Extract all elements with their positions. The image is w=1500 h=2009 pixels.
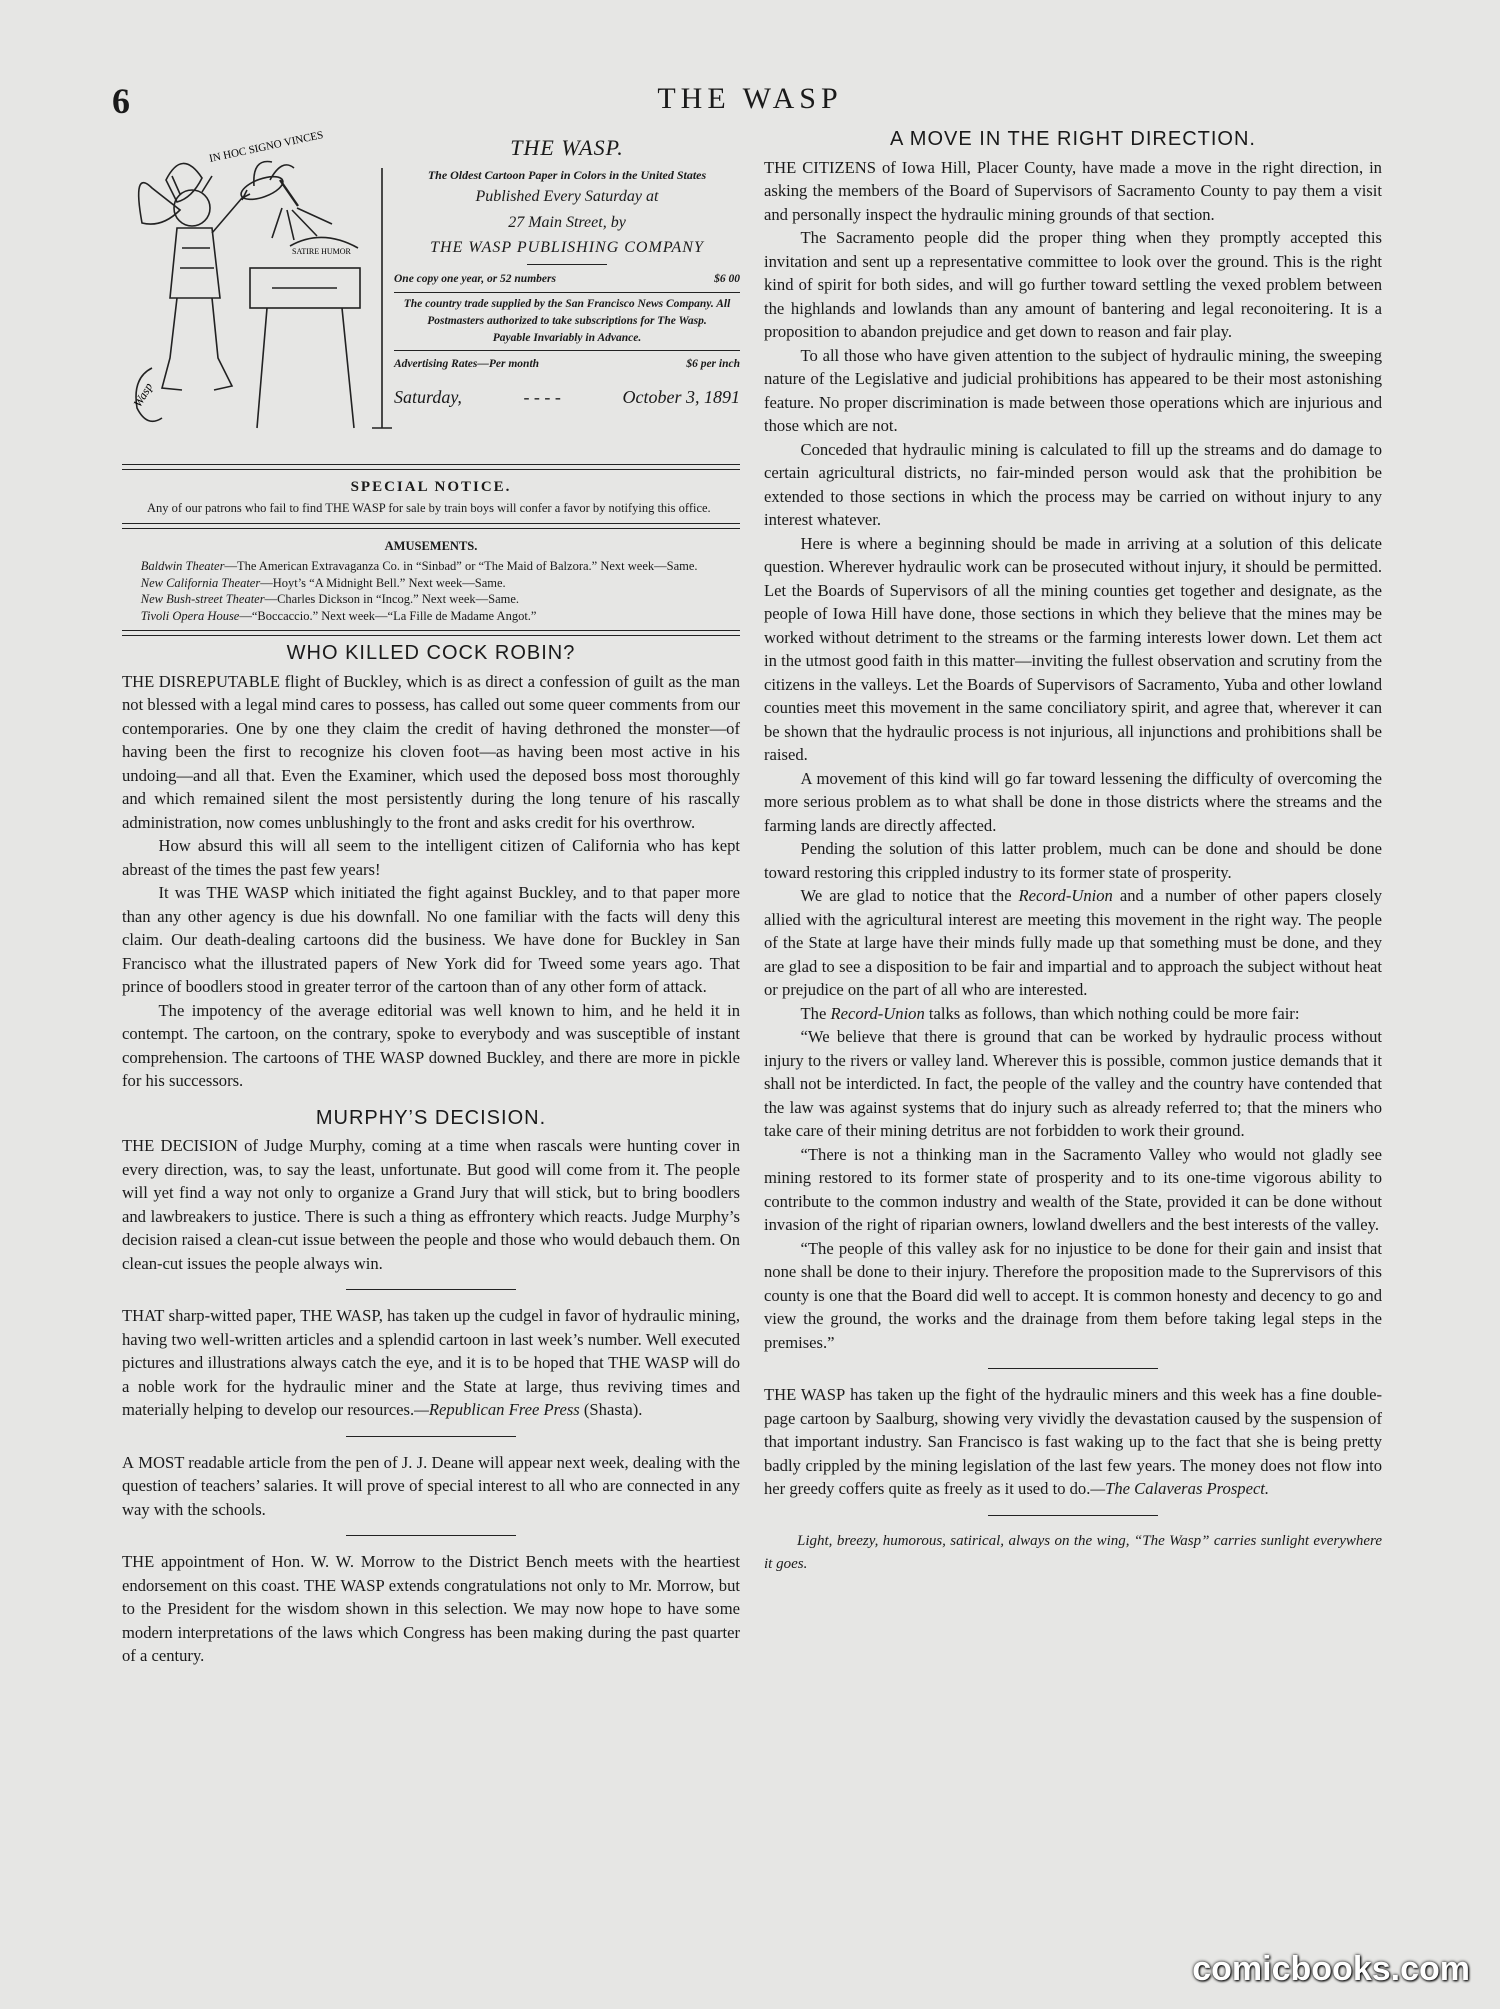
closing-slogan: Light, breezy, humorous, satirical, always on the wing, “The Wasp” carries sunlight everywhere it goes. [764, 1532, 1382, 1572]
address-line: 27 Main Street, by [508, 213, 626, 231]
issue-day: Saturday, [394, 386, 462, 407]
price-value: $6 00 [714, 272, 740, 285]
payable-note: Payable Invariably in Advance. [492, 331, 642, 344]
ad-rates-label: Advertising Rates—Per month [394, 357, 540, 370]
special-notice-heading: SPECIAL NOTICE. [350, 479, 512, 495]
morrow-article: THE appointment of Hon. W. W. Morrow to the District Bench meets with the heartiest endorsement on this coast. THE WASP extends congratulations not only to Mr. Morrow, but to the President for the wisdom shown in this selection. We may now hope to have some modern interpretations of the laws which Congress has been making during the past quarter of a century. [122, 1552, 740, 1665]
page-number: 6 [112, 81, 130, 121]
cock-robin-p3: It was THE WASP which initiated the fight against Buckley, and to that paper more than any other agency is due his downfall. No one familiar with the facts will deny this claim. Our death-dealing cartoons did the business. We have done for Buckley in San Francisco what the illustrated papers of New York did for Tweed some years ago. That prince of boodlers stood in greater terror of the cartoon than of any other form of attack. [122, 883, 740, 996]
price-label: One copy one year, or 52 numbers [394, 272, 556, 285]
wasp-mascot-illustration [122, 128, 392, 446]
section-rule [988, 1515, 1158, 1516]
price-divider [394, 292, 740, 293]
move-p8: We are glad to notice that the Record-Union and a number of other papers closely allied with the agricultural interest are meeting this movement in the right way. The people of the State at large have their minds fully made up that something must be done, and they are glad to see a disposition to be fair and impartial and to approach the subject without heat or prejudice on the part of all who are interested. [764, 886, 1382, 999]
satire-label: SATIRE HUMOR [292, 247, 351, 256]
move-p1: THE CITIZENS of Iowa Hill, Placer County, have made a move in the right direction, in asking the members of the Board of Supervisors of Sacramento County to pay them a visit and personally inspect the hydraulic mining grounds of that section. [764, 157, 1382, 224]
murphy-p1: THE DECISION of Judge Murphy, coming at a time when rascals were hunting cover in every direction, was, to say the least, unfortunate. But good will come from it. The people will yet find a way not only to organize a Grand Jury that will stick, but to bring boodlers and lawbreakers to justice. There is such a thing as effrontery which reacts. Judge Murphy’s decision raised a clean-cut issue between the people and those who would debauch them. On clean-cut issues the people always win. [122, 1136, 741, 1273]
issue-date-row [394, 386, 740, 410]
move-heading: A MOVE IN THE RIGHT DIRECTION. [890, 128, 1256, 150]
price-row [394, 269, 740, 289]
masthead-title: THE WASP. [510, 135, 624, 160]
amusements-rule [122, 630, 740, 636]
masthead [122, 128, 740, 458]
move-p6: A movement of this kind will go far toward lessening the difficulty of overcoming the more serious problem as to what shall be done in those districts where the streams and the farming lands are directly affected. [764, 768, 1382, 835]
cock-robin-p1: THE DISREPUTABLE flight of Buckley, which is as direct a confession of guilt as the man not blessed with a legal mind cares to possess, has called out some queer comments from our contemporaries. One by one they claim the credit of having dethroned the monster—of having been the first to recognize his cloven foot—as having been most active in his undoing—and all that. Even the Examiner, which used the deposed boss most thoroughly and which remained silent the most persistently during the long tenure of his rascally administration, now comes unblushingly to the front and asks credit for his overthrow. [122, 671, 740, 832]
section-rule [346, 1289, 516, 1290]
move-p9: The Record-Union talks as follows, than which nothing could be more fair: [800, 1003, 1300, 1023]
amusement-item: New Bush-street Theater—Charles Dickson in “Incog.” Next week—Same. [140, 592, 520, 606]
watermark: comicbooks.com [1192, 1950, 1470, 1988]
move-p3: To all those who have given attention to the subject of hydraulic mining, the sweeping nature of the Legislative and judicial prohibitions has appeared to be their most astonishing feature. No proper discrimination is made between those operations which are injurious and those which are not. [764, 345, 1382, 435]
amusements-heading: AMUSEMENTS. [384, 538, 478, 553]
wasp-fight-article: THE WASP has taken up the fight of the hydraulic miners and this week has a fine double-page cartoon by Saalburg, showing very vividly the devastation caused by the suspension of that important industry. San Francisco is fast waking up to the fact that she is being pretty badly crippled by the mining legislation of the last few years. The money does not flow into her greedy coffers quite as freely as it used to do.—The Calaveras Prospect. [764, 1385, 1382, 1498]
move-p4: Conceded that hydraulic mining is calculated to fill up the streams and do damage to certain agricultural districts, no fair-minded person would ask that the prohibition be extended to those sections in which the process may be carried on without injury to any interest whatever. [764, 439, 1382, 529]
masthead-info [394, 136, 740, 409]
masthead-rule [122, 464, 740, 470]
special-notice-text: Any of our patrons who fail to find THE WASP for sale by train boys will confer a favor by notifying this office. [147, 500, 711, 515]
section-rule [988, 1368, 1158, 1369]
company-name: THE WASP PUBLISHING COMPANY [430, 238, 704, 256]
amusement-item: Baldwin Theater—The American Extravaganza Co. in “Sinbad” or “The Maid of Balzora.” Next week—Same. [140, 559, 698, 573]
wasp-label: Wasp [130, 380, 156, 410]
amusement-item: Tivoli Opera House—“Boccaccio.” Next week—“La Fille de Madame Angot.” [140, 608, 537, 623]
published-line: Published Every Saturday at [475, 187, 659, 205]
move-p2: The Sacramento people did the proper thing when they promptly accepted this invitation and sent up a representative committee to look over the ground. This is the right kind of spirit for both sides, and will go further toward settling the vexed problem between the highlands and lowlands than any amount of bantering and legal reconoitering. It is a proposition to abandon prejudice and get down to reason and fair play. [764, 228, 1382, 341]
deane-article: A MOST readable article from the pen of J. J. Deane will appear next week, dealing with the question of teachers’ salaries. It will prove of special interest to all who are connected in any way with the schools. [122, 1452, 740, 1519]
move-p5: Here is where a beginning should be made in arriving at a solution of this delicate question. Wherever hydraulic work can be prosecuted without injury, it should be permitted. Let the Boards of Supervisors of all the mining counties get together and designate, as the people of Iowa Hill have done, those sections in which they believe that the mines may be worked without detriment to the streams or the farming interests lower down. Let them act in the utmost good faith in this matter—inviting the fullest observation and scrutiny from the citizens in the valleys. Let the Boards of Supervisors of Sacramento, Yuba and other lowland counties meet this movement in the same conciliatory spirit, and agree that, wherever it can be shown that the hydraulic process is not injurious, all injunctions and prohibitions shall be raised. [764, 533, 1382, 764]
amusement-item: New California Theater—Hoyt’s “A Midnight Bell.” Next week—Same. [140, 575, 506, 590]
ad-rates-row [394, 354, 740, 374]
date-dashes: - - - - [523, 386, 561, 407]
section-rule [346, 1436, 516, 1437]
masthead-tagline: The Oldest Cartoon Paper in Colors in the United States [427, 167, 707, 182]
issue-date: October 3, 1891 [622, 386, 740, 407]
cock-robin-p4: The impotency of the average editorial was well known to him, and he held it in contempt. The cartoon, on the contrary, spoke to everybody and was susceptible of instant comprehension. The cartoons of THE WASP downed Buckley, and there are more in pickle for his successors. [122, 1000, 740, 1090]
right-column [764, 128, 1382, 1577]
ad-rates-value: $6 per inch [686, 357, 740, 370]
cock-robin-p2: How absurd this will all seem to the intelligent citizen of California who has kept abreast of the times the past few years! [122, 836, 740, 879]
running-title: THE WASP [657, 82, 843, 115]
quote-p1: “We believe that there is ground that can be worked by hydraulic process without injury to the rivers or valley land. Wherever this is possible, common justice demands that it shall not be interdicted. In fact, the people of the valley and the country have contended that the law was against systems that do injury such as already referred to; that the miners who take care of their mining detritus are not forbidden to work their ground. [764, 1027, 1382, 1140]
section-rule [346, 1535, 516, 1536]
amusements-list [122, 558, 740, 624]
cock-robin-heading: WHO KILLED COCK ROBIN? [286, 642, 576, 664]
ad-divider [394, 350, 740, 351]
move-p7: Pending the solution of this latter problem, much can be done and should be done toward restoring this crippled industry to its former state of prosperity. [764, 839, 1382, 882]
that-paper-article: THAT sharp-witted paper, THE WASP, has taken up the cudgel in favor of hydraulic mining, having two well-written articles and a splendid cartoon in last week’s number. Well executed pictures and illustrations always catch the eye, and it is to be hoped that THE WASP will do a noble work for the hydraulic miner and the State at large, thus reviving times and materially helping to develop our resources.—Republican Free Press (Shasta). [122, 1306, 740, 1419]
masthead-divider [527, 264, 607, 265]
left-column [122, 128, 740, 1668]
murphy-heading: MURPHY’S DECISION. [315, 1106, 547, 1129]
quote-p2: “There is not a thinking man in the Sacramento Valley who would not gladly see mining restored to its former state of prosperity and to its one-time vigorous ability to contribute to the common industry and wealth of the State, provided it can be done without invasion of the right of riparian owners, lowland dwellers and the best interests of the valley. [764, 1144, 1382, 1234]
trade-note: The country trade supplied by the San Francisco News Company. All Postmasters authorized to take subscriptions for The Wasp. [403, 297, 731, 327]
motto-text: IN HOC SIGNO VINCES [208, 129, 325, 165]
quote-p3: “The people of this valley ask for no injustice to be done for their gain and insist that none shall be done to their injury. Therefore the proposition made to the Suprervisors of this county is one that the Board did well to accept. It is common honesty and decency to go and view the ground, the works and the drainage from them before taking legal steps in the premises.” [764, 1238, 1382, 1352]
special-notice-rule [122, 523, 740, 529]
